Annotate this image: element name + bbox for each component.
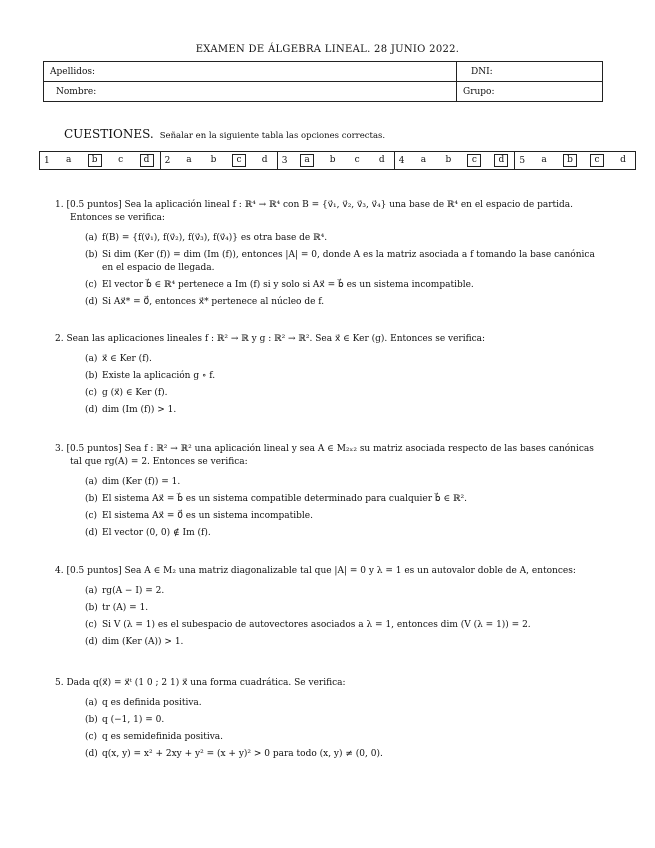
option-label: (c)	[85, 620, 98, 630]
section-heading	[64, 127, 385, 141]
option-label: (b)	[85, 250, 98, 260]
answer-option-5-c[interactable]: c	[590, 154, 604, 167]
option-text: Si dim (Ker (f)) = dim (Im (f)), entonces |A| = 0, donde A es la matriz asociada a f tomando la base canónica en el espacio de llegada.	[102, 250, 595, 273]
option-label: (c)	[85, 511, 98, 521]
apellidos-label: Apellidos:	[50, 66, 96, 77]
option-label: (d)	[85, 297, 98, 307]
option-label: (b)	[85, 715, 98, 725]
section-instruction: Señalar en la siguiente tabla las opciones correctas.	[159, 131, 386, 141]
question-3	[55, 443, 600, 544]
option-label: (a)	[85, 354, 98, 364]
exam-title: EXAMEN DE ÁLGEBRA LINEAL. 28 JUNIO 2022.	[195, 44, 460, 55]
question-number: 5.	[55, 678, 67, 688]
answer-option-2-d[interactable]: d	[261, 155, 268, 165]
question-option	[70, 697, 600, 710]
answer-option-5-a[interactable]: a	[541, 155, 547, 165]
option-text: dim (Ker (f)) = 1.	[102, 477, 181, 487]
student-info-box	[43, 61, 603, 102]
question-text: Sean las aplicaciones lineales f : ℝ² → ℝ y g : ℝ² → ℝ². Sea x⃗ ∈ Ker (g). Entonces se verifica:	[66, 334, 486, 344]
question-option	[70, 387, 600, 400]
answer-option-4-b[interactable]: b	[445, 155, 452, 165]
answer-option-2-a[interactable]: a	[186, 155, 192, 165]
answer-option-1-c[interactable]: c	[118, 155, 124, 165]
question-option	[70, 232, 600, 245]
answer-number: 1	[44, 155, 50, 166]
answer-option-3-b[interactable]: b	[329, 155, 336, 165]
answer-option-1-d[interactable]: d	[140, 154, 154, 167]
question-option	[70, 279, 600, 292]
answer-cell-5	[515, 152, 636, 170]
answer-cell-4	[394, 152, 515, 170]
dni-field[interactable]	[457, 62, 603, 82]
option-label: (c)	[85, 280, 98, 290]
answer-option-3-c[interactable]: c	[354, 155, 360, 165]
option-text: El vector (0, 0) ∉ Im (f).	[102, 528, 211, 538]
option-label: (d)	[85, 637, 98, 647]
question-option	[70, 714, 600, 727]
question-text: Dada q(x⃗) = x⃗ᵗ (1 0 ; 2 1) x⃗ una forma cuadrática. Se verifica:	[66, 678, 346, 688]
answer-number: 2	[164, 155, 171, 166]
answer-table	[39, 151, 636, 170]
answer-option-3-d[interactable]: d	[378, 155, 385, 165]
answer-cell-2	[160, 152, 277, 170]
answer-option-4-a[interactable]: a	[420, 155, 427, 165]
question-option	[70, 249, 600, 275]
question-text: [0.5 puntos] Sea A ∈ M₂ una matriz diagonalizable tal que |A| = 0 y λ = 1 es un autovalor doble de A, entonces:	[66, 566, 576, 576]
option-text: Si Ax⃗* = 0⃗, entonces x⃗* pertenece al núcleo de f.	[102, 297, 325, 307]
question-option	[70, 404, 600, 417]
answer-option-1-a[interactable]: a	[66, 155, 72, 165]
question-number: 3.	[55, 444, 67, 454]
answer-number: 3	[281, 155, 288, 166]
answer-number: 4	[398, 155, 405, 166]
question-2	[55, 333, 600, 421]
option-text: q (−1, 1) = 0.	[102, 715, 165, 725]
question-text: [0.5 puntos] Sea f : ℝ² → ℝ² una aplicación lineal y sea A ∈ M₂ₓ₂ su matriz asociada respecto de las bases canónicas tal que rg(A) = 2. Entonces se verifica:	[66, 444, 594, 467]
apellidos-field[interactable]	[44, 62, 457, 82]
question-option	[70, 527, 600, 540]
answer-number: 5	[519, 155, 526, 166]
option-text: El sistema Ax⃗ = b⃗ es un sistema compatible determinado para cualquier b⃗ ∈ ℝ².	[102, 494, 467, 504]
option-label: (d)	[85, 749, 98, 759]
question-option	[70, 353, 600, 366]
section-title: CUESTIONES.	[64, 127, 154, 141]
option-text: x⃗ ∈ Ker (f).	[102, 354, 152, 364]
question-option	[70, 510, 600, 523]
question-4	[55, 565, 600, 653]
option-label: (a)	[85, 233, 98, 243]
option-text: dim (Ker (A)) > 1.	[102, 637, 184, 647]
option-text: El vector b⃗ ∈ ℝ⁴ pertenece a Im (f) si y solo si Ax⃗ = b⃗ es un sistema incompatible.	[102, 280, 474, 290]
question-option	[70, 602, 600, 615]
question-option	[70, 370, 600, 383]
option-text: rg(A − I) = 2.	[102, 586, 165, 596]
question-stem	[55, 199, 600, 225]
option-text: dim (Im (f)) > 1.	[102, 405, 177, 415]
option-label: (d)	[85, 528, 98, 538]
answer-option-4-c[interactable]: c	[467, 154, 481, 167]
question-option	[70, 476, 600, 489]
question-option	[70, 493, 600, 506]
option-text: tr (A) = 1.	[102, 603, 149, 613]
option-label: (a)	[85, 586, 98, 596]
nombre-label: Nombre:	[56, 86, 97, 97]
nombre-field[interactable]	[44, 82, 457, 102]
question-text: [0.5 puntos] Sea la aplicación lineal f : ℝ⁴ → ℝ⁴ con B = {v⃗₁, v⃗₂, v⃗₃, v⃗₄} una base de ℝ⁴ en el espacio de partida. Entonces se verifica:	[66, 200, 574, 223]
grupo-field[interactable]	[457, 82, 603, 102]
question-option	[70, 748, 600, 761]
question-option	[70, 585, 600, 598]
option-text: Existe la aplicación g ∘ f.	[102, 371, 216, 381]
option-text: q es definida positiva.	[102, 698, 202, 708]
question-number: 4.	[55, 566, 67, 576]
question-stem	[55, 677, 600, 690]
option-text: Si V (λ = 1) es el subespacio de autovectores asociados a λ = 1, entonces dim (V (λ = 1)) = 2.	[102, 620, 531, 630]
option-text: g (x⃗) ∈ Ker (f).	[102, 388, 168, 398]
answer-option-3-a[interactable]: a	[300, 154, 314, 167]
question-stem	[55, 333, 600, 346]
question-option	[70, 296, 600, 309]
option-label: (b)	[85, 494, 98, 504]
question-stem	[55, 443, 600, 469]
option-text: q es semidefinida positiva.	[102, 732, 224, 742]
option-label: (b)	[85, 371, 98, 381]
option-label: (c)	[85, 388, 98, 398]
question-option	[70, 619, 600, 632]
option-label: (b)	[85, 603, 98, 613]
question-number: 1.	[55, 200, 67, 210]
answer-cell-1	[40, 152, 161, 170]
option-text: El sistema Ax⃗ = 0⃗ es un sistema incompatible.	[102, 511, 313, 521]
question-stem	[55, 565, 600, 578]
question-option	[70, 636, 600, 649]
answer-option-4-d[interactable]: d	[494, 154, 508, 167]
option-label: (c)	[85, 732, 98, 742]
question-number: 2.	[55, 334, 67, 344]
option-label: (a)	[85, 477, 98, 487]
question-1	[55, 199, 600, 313]
option-text: q(x, y) = x² + 2xy + y² = (x + y)² > 0 para todo (x, y) ≠ (0, 0).	[102, 749, 383, 759]
answer-option-5-d[interactable]: d	[620, 155, 626, 165]
dni-label: DNI:	[471, 66, 493, 77]
answer-option-5-b[interactable]: b	[563, 154, 577, 167]
option-label: (d)	[85, 405, 98, 415]
question-5	[55, 677, 600, 765]
question-option	[70, 731, 600, 744]
option-text: f(B) = {f(v⃗₁), f(v⃗₂), f(v⃗₃), f(v⃗₄)} es otra base de ℝ⁴.	[102, 233, 328, 243]
answer-cell-3	[277, 152, 394, 170]
grupo-label: Grupo:	[463, 86, 495, 97]
answer-option-2-c[interactable]: c	[232, 154, 246, 167]
answer-option-1-b[interactable]: b	[88, 154, 102, 167]
option-label: (a)	[85, 698, 98, 708]
answer-option-2-b[interactable]: b	[210, 155, 217, 165]
